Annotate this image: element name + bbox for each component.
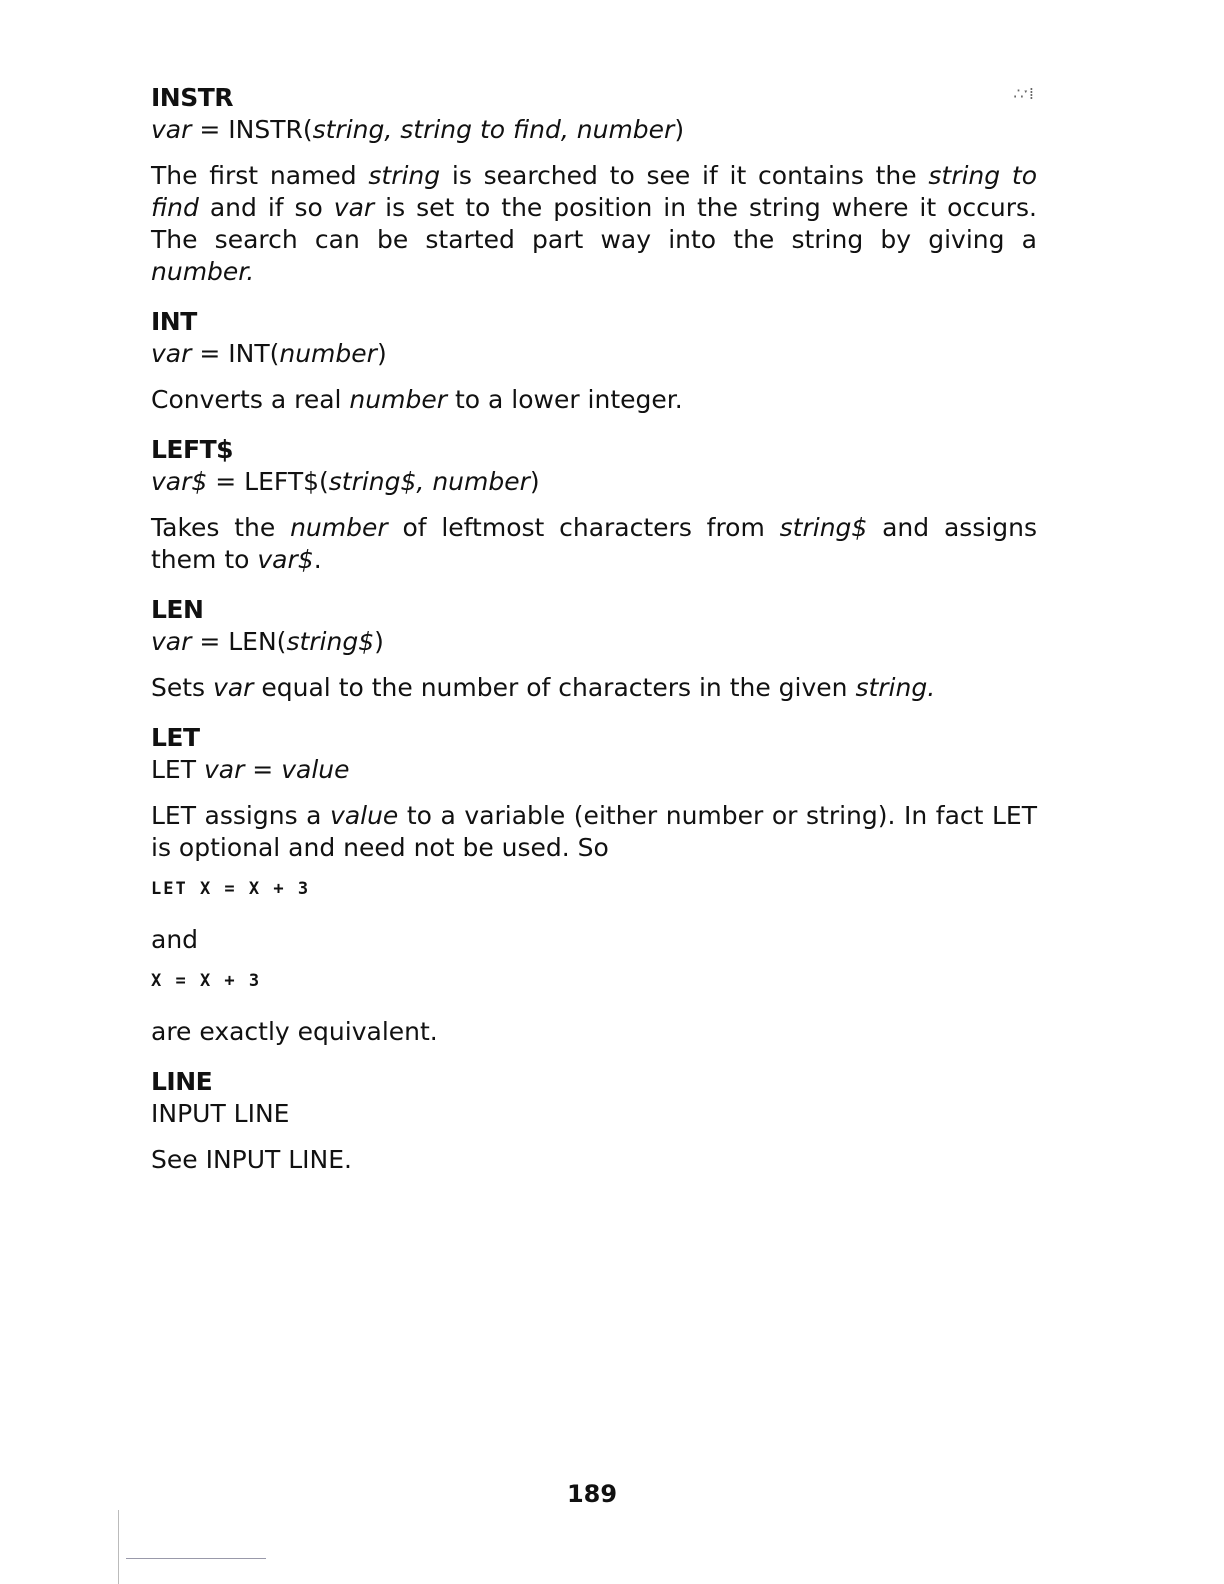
desc-text: is set to the position in the string where it occurs. The search can be started part way into the string by giving a [151, 193, 1037, 254]
desc-text: LET assigns a [151, 801, 331, 830]
entry-instr [151, 82, 1037, 288]
desc-italic: string [368, 161, 441, 190]
syntax-line [151, 466, 1037, 498]
desc-italic: number [290, 513, 388, 542]
desc-text: to a variable (either number or string). In fact LET is optional and need not be used. So [151, 801, 1037, 862]
page-number: 189 [566, 1480, 618, 1508]
syntax-eq: = [244, 755, 282, 784]
scan-edge [126, 1558, 266, 1559]
syntax-fn: = INT( [191, 339, 280, 368]
entry-line [151, 1066, 1037, 1176]
desc-text: of leftmost characters from [387, 513, 780, 542]
entry-left [151, 434, 1037, 576]
desc-text: to a lower integer. [447, 385, 683, 414]
desc-text: is searched to see if it contains the [440, 161, 929, 190]
desc-text: The first named [151, 161, 369, 190]
desc-text: . [313, 545, 322, 574]
desc-text: and assigns them to [151, 513, 1037, 574]
description: See INPUT LINE. [151, 1145, 352, 1174]
desc-italic: string$ [779, 513, 868, 542]
description [151, 160, 1037, 288]
syntax-fn: = LEFT$( [207, 467, 329, 496]
desc-italic: var [333, 193, 375, 222]
desc-text: and if so [198, 193, 334, 222]
desc-italic: value [330, 801, 399, 830]
syntax-fn: LET [151, 755, 204, 784]
syntax-line [151, 338, 1037, 370]
syntax-var: var [151, 339, 192, 368]
syntax-args: number [279, 339, 377, 368]
syntax-line [151, 626, 1037, 658]
code-example: X = X + 3 [151, 971, 262, 991]
desc-text: Converts a real [151, 385, 350, 414]
syntax-fn: = LEN( [191, 627, 287, 656]
syntax-var: var$ [151, 467, 208, 496]
syntax-fn: = INSTR( [191, 115, 313, 144]
description-end: are exactly equivalent. [151, 1017, 438, 1046]
syntax-var: var [151, 627, 192, 656]
syntax-line [151, 754, 1037, 786]
scan-artifact: ∴ˑ⁞ [1013, 84, 1034, 103]
syntax-value: value [281, 755, 350, 784]
desc-text: Takes the [151, 513, 291, 542]
syntax-var: var [203, 755, 245, 784]
keyword-heading: LET [151, 723, 200, 752]
connector-text: and [151, 925, 199, 954]
syntax-line [151, 114, 1037, 146]
desc-italic: number. [151, 257, 255, 286]
code-example: LET X = X + 3 [151, 879, 311, 899]
syntax-args: string$ [286, 627, 375, 656]
desc-italic: var$ [257, 545, 314, 574]
keyword-heading: INSTR [151, 83, 234, 112]
entry-len [151, 594, 1037, 704]
syntax-var: var [151, 115, 192, 144]
entry-let [151, 722, 1037, 1048]
desc-italic: string. [855, 673, 936, 702]
keyword-heading: LINE [151, 1067, 213, 1096]
keyword-heading: LEN [151, 595, 204, 624]
description [151, 512, 1037, 576]
desc-italic: number [349, 385, 447, 414]
syntax-close: ) [529, 467, 540, 496]
desc-text: Sets [151, 673, 214, 702]
syntax-args: string, string to find, number [312, 115, 675, 144]
desc-italic: var [213, 673, 254, 702]
syntax-line: INPUT LINE [151, 1099, 290, 1128]
keyword-heading: LEFT$ [151, 435, 234, 464]
keyword-heading: INT [151, 307, 197, 336]
scan-edge [118, 1510, 119, 1584]
entry-int [151, 306, 1037, 416]
description [151, 800, 1037, 864]
description [151, 384, 1037, 416]
syntax-close: ) [374, 627, 384, 656]
desc-italic: string to find [151, 161, 1037, 222]
description [151, 672, 1037, 704]
syntax-close: ) [674, 115, 685, 144]
syntax-close: ) [376, 339, 387, 368]
reference-page [151, 82, 1037, 1194]
desc-text: equal to the number of characters in the given [253, 673, 856, 702]
syntax-args: string$, number [328, 467, 530, 496]
